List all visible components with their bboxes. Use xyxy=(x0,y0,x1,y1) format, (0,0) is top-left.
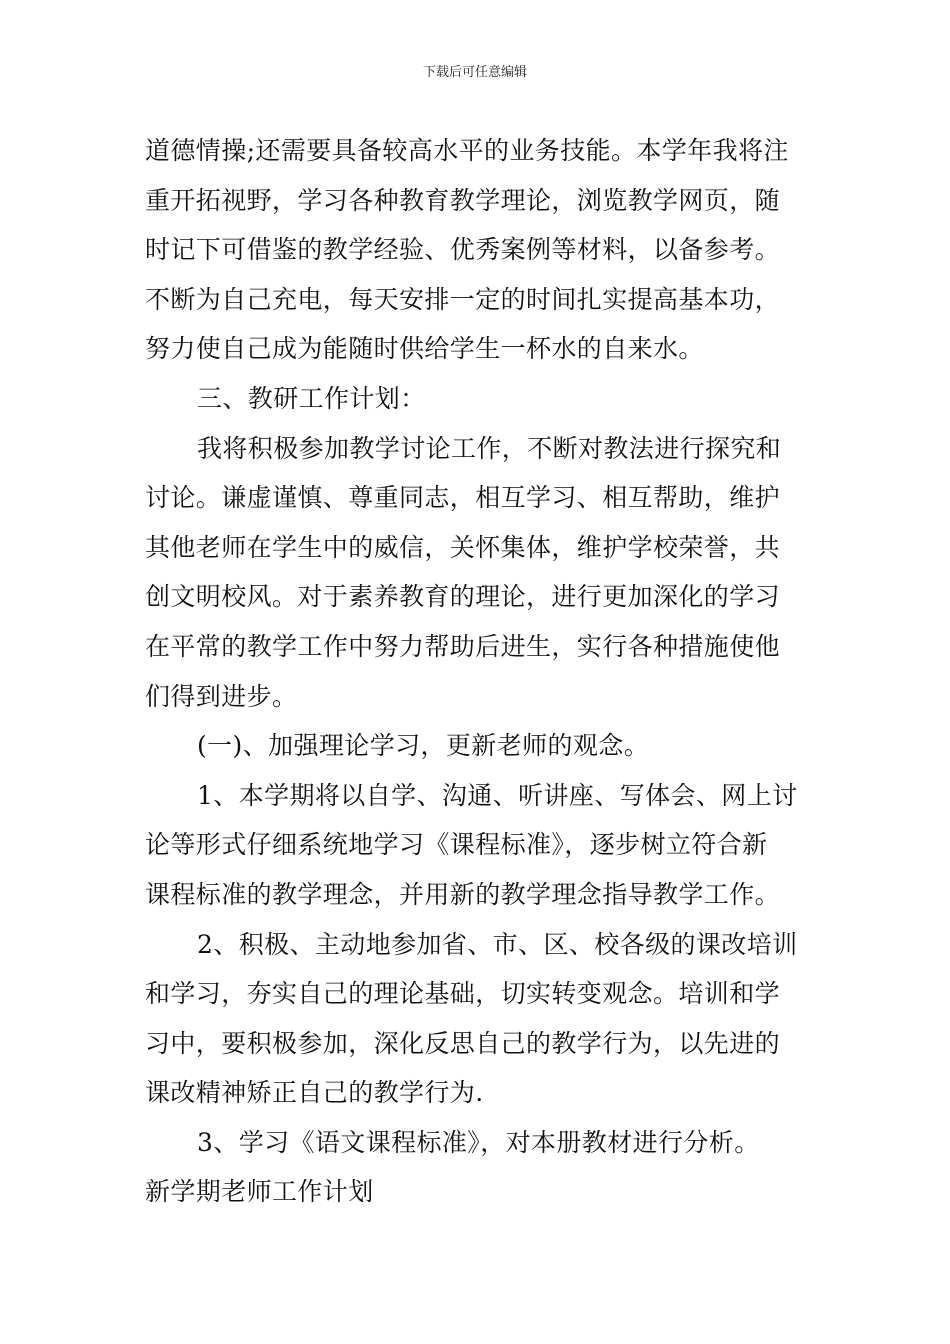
text-line: 其他老师在学生中的威信，关怀集体，维护学校荣誉，共 xyxy=(145,532,781,562)
section-heading: 三、教研工作计划： xyxy=(197,383,426,413)
subsection-heading: (一)、加强理论学习，更新老师的观念。 xyxy=(197,731,650,761)
text-line: 在平常的教学工作中努力帮助后进生，实行各种措施使他 xyxy=(145,631,781,661)
text-line: 们得到进步。 xyxy=(145,681,298,711)
text-line: 课改精神矫正自己的教学行为. xyxy=(145,1078,484,1108)
text-line: 道德情操;还需要具备较高水平的业务技能。本学年我将注 xyxy=(145,136,789,165)
text-line: 1、本学期将以自学、沟通、听讲座、写体会、网上讨 xyxy=(197,780,798,810)
page-header: 下载后可任意编辑 xyxy=(422,65,527,80)
text-line: 创文明校风。对于素养教育的理论，进行更加深化的学习 xyxy=(145,582,781,612)
text-line: 2、积极、主动地参加省、市、区、校各级的课改培训 xyxy=(197,929,798,959)
text-line: 重开拓视野，学习各种教育教学理论，浏览教学网页，随 xyxy=(145,185,781,215)
text-line: 习中，要积极参加，深化反思自己的教学行为，以先进的 xyxy=(145,1028,781,1058)
text-line: 努力使自己成为能随时供给学生一杯水的自来水。 xyxy=(145,334,704,364)
text-line: 和学习，夯实自己的理论基础，切实转变观念。培训和学 xyxy=(145,979,781,1009)
text-line: 讨论。谦虚谨慎、尊重同志，相互学习、相互帮助，维护 xyxy=(145,483,781,513)
text-line: 3、学习《语文课程标准》，对本册教材进行分析。 xyxy=(197,1127,760,1157)
text-line: 时记下可借鉴的教学经验、优秀案例等材料，以备参考。 xyxy=(145,235,781,265)
document-footer-title: 新学期老师工作计划 xyxy=(145,1177,374,1207)
document-body xyxy=(145,126,810,1217)
text-line: 不断为自己充电，每天安排一定的时间扎实提高基本功， xyxy=(145,284,781,314)
text-line: 我将积极参加教学讨论工作，不断对教法进行探究和 xyxy=(197,433,782,463)
text-line: 课程标准的教学理念，并用新的教学理念指导教学工作。 xyxy=(145,879,781,909)
text-line: 论等形式仔细系统地学习《课程标准》，逐步树立符合新 xyxy=(145,830,768,860)
